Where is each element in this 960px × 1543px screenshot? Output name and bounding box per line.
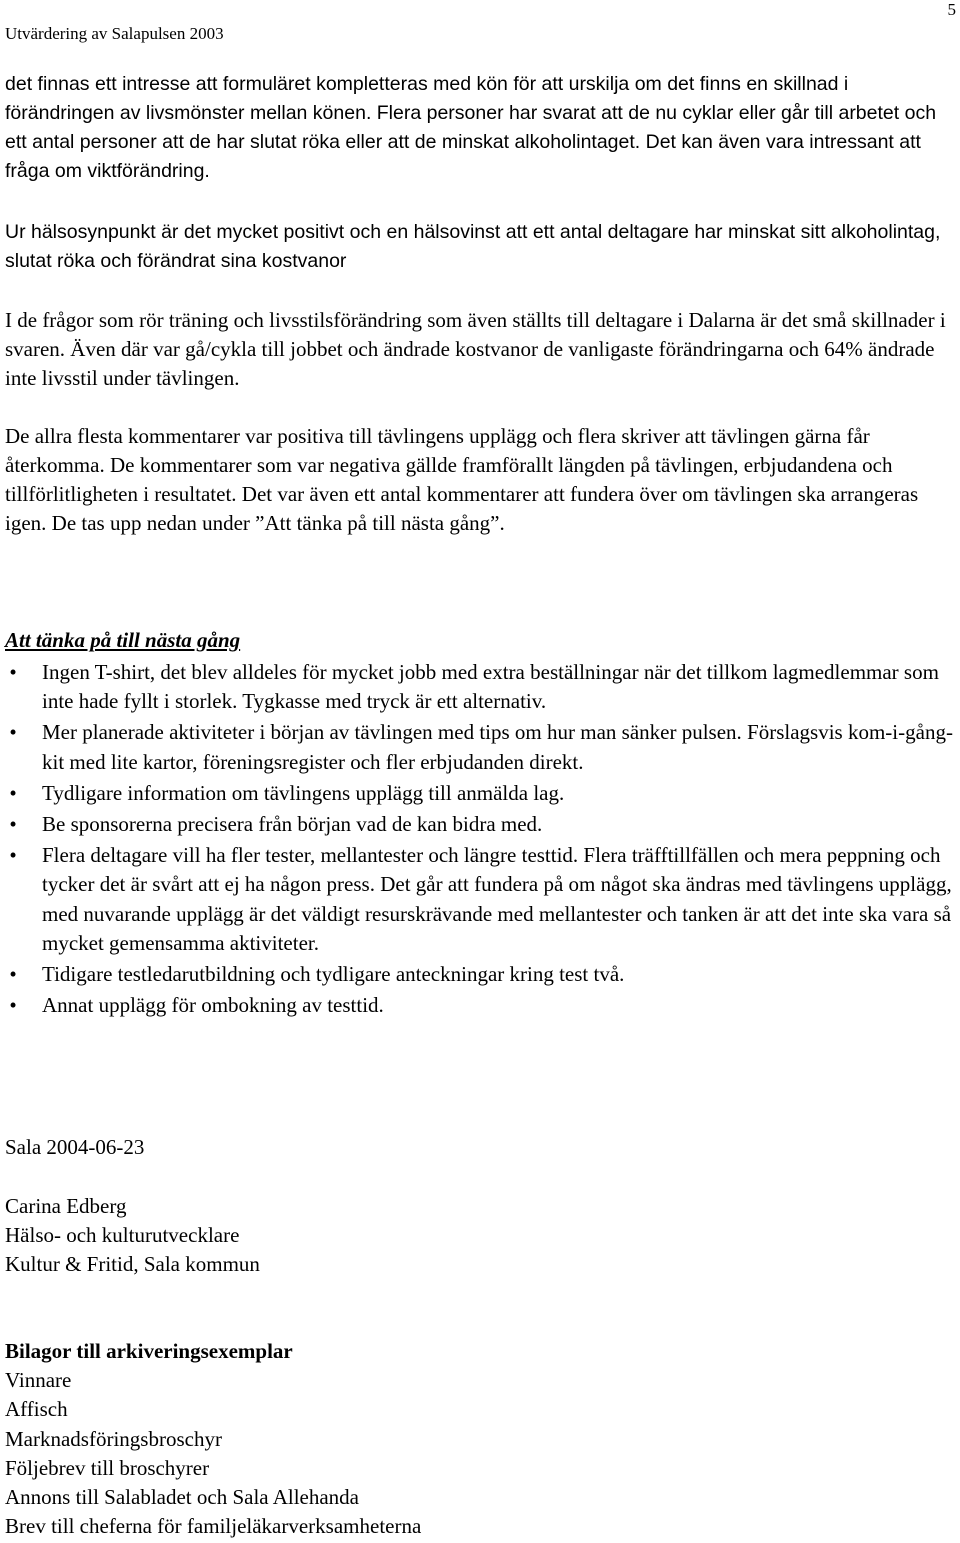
list-item [0, 779, 955, 808]
signature-org: Kultur & Fritid, Sala kommun [5, 1252, 260, 1276]
attachment-item: Marknadsföringsbroschyr [5, 1427, 222, 1451]
bullet-icon: • [9, 660, 17, 684]
attachment-item: Vinnare [5, 1368, 72, 1392]
paragraph-health-gain: Ur hälsosynpunkt är det mycket positivt och en hälsovinst att ett antal deltagare har minskat sitt alkoholintag, slutat röka och förändrat sina kostvanor [5, 221, 941, 272]
page-number: 5 [947, 0, 956, 19]
list-item [0, 718, 955, 776]
list-item [0, 841, 955, 958]
list-item [0, 960, 955, 989]
list-item [0, 658, 955, 716]
paragraph-dalarna-comparison: I de frågor som rör träning och livsstilsförändring som även ställts till deltagare i Dalarna är det små skillnader i svaren. Även där var gå/cykla till jobbet och ändrade kostvanor de vanligaste förändringarna och 64% ändrade inte livsstil under tävlingen. [5, 308, 946, 390]
list-item-text: Flera deltagare vill ha fler tester, mellantester och längre testtid. Flera träfftillfällen och mera peppning och tycker det är svårt att ej ha någon press. Det går att fundera på om något ska ändras med tävlingens upplägg, med nuvarande upplägg är det väldigt resurskrävande med mellantester och tanken är att det inte ska vara så mycket gemensamma aktiviteter. [42, 843, 952, 955]
list-item [0, 810, 955, 839]
bullet-icon: • [9, 962, 17, 987]
list-item-text: Tidigare testledarutbildning och tydligare anteckningar kring test två. [42, 962, 625, 987]
bullet-icon: • [9, 780, 17, 805]
signature-place-date: Sala 2004-06-23 [5, 1135, 145, 1159]
attachments-heading: Bilagor till arkiveringsexemplar [5, 1339, 293, 1363]
list-item-text: Tydligare information om tävlingens upplägg till anmälda lag. [42, 780, 565, 805]
bullet-icon: • [9, 720, 17, 745]
list-item-text: Annat upplägg för ombokning av testtid. [42, 993, 384, 1018]
paragraph-comments: De allra flesta kommentarer var positiva till tävlingens upplägg och flera skriver att tävlingen gärna får återkomma. De kommentarer som var negativa gällde framförallt längden på tävlingen, erbjudandena och tillförlitligheten i resultatet. Det var även ett antal kommentarer att fundera över om tävlingen ska arrangeras igen. De tas upp nedan under ”Att tänka på till nästa gång”. [5, 424, 919, 535]
bullet-icon: • [9, 843, 17, 868]
paragraph-form-gender: det finnas ett intresse att formuläret kompletteras med kön för att urskilja om det finns en skillnad i förändringen av livsmönster mellan könen. Flera personer har svarat att de nu cyklar eller går till arbetet och ett antal personer att de har slutat röka eller att de minskat alkoholintaget. Det kan även vara intressant att fråga om viktförändring. [5, 73, 937, 182]
bullet-icon: • [9, 993, 17, 1018]
signature-role: Hälso- och kulturutvecklare [5, 1223, 240, 1247]
list-item-text: Mer planerade aktiviteter i början av tävlingen med tips om hur man sänker pulsen. Förslagsvis kom-i-gång-kit med lite kartor, föreningsregister och fler erbjudanden direkt. [42, 720, 953, 774]
attachment-item: Följebrev till broschyrer [5, 1456, 210, 1480]
next-time-list [0, 658, 955, 1020]
signature-name: Carina Edberg [5, 1194, 127, 1218]
next-time-heading: Att tänka på till nästa gång [5, 628, 241, 652]
bullet-icon: • [9, 812, 17, 837]
attachment-item: Annons till Salabladet och Sala Allehanda [5, 1485, 360, 1509]
list-item [0, 991, 955, 1020]
page-header-title: Utvärdering av Salapulsen 2003 [5, 24, 224, 43]
attachment-item: Brev till cheferna för familjeläkarverksamheterna [5, 1514, 422, 1538]
list-item-text: Ingen T-shirt, det blev alldeles för mycket jobb med extra beställningar när det tillkom lagmedlemmar som inte hade fyllt i storlek. Tygkasse med tryck är ett alternativ. [42, 660, 939, 714]
attachment-item: Affisch [5, 1397, 68, 1421]
list-item-text: Be sponsorerna precisera från början vad de kan bidra med. [42, 812, 543, 837]
